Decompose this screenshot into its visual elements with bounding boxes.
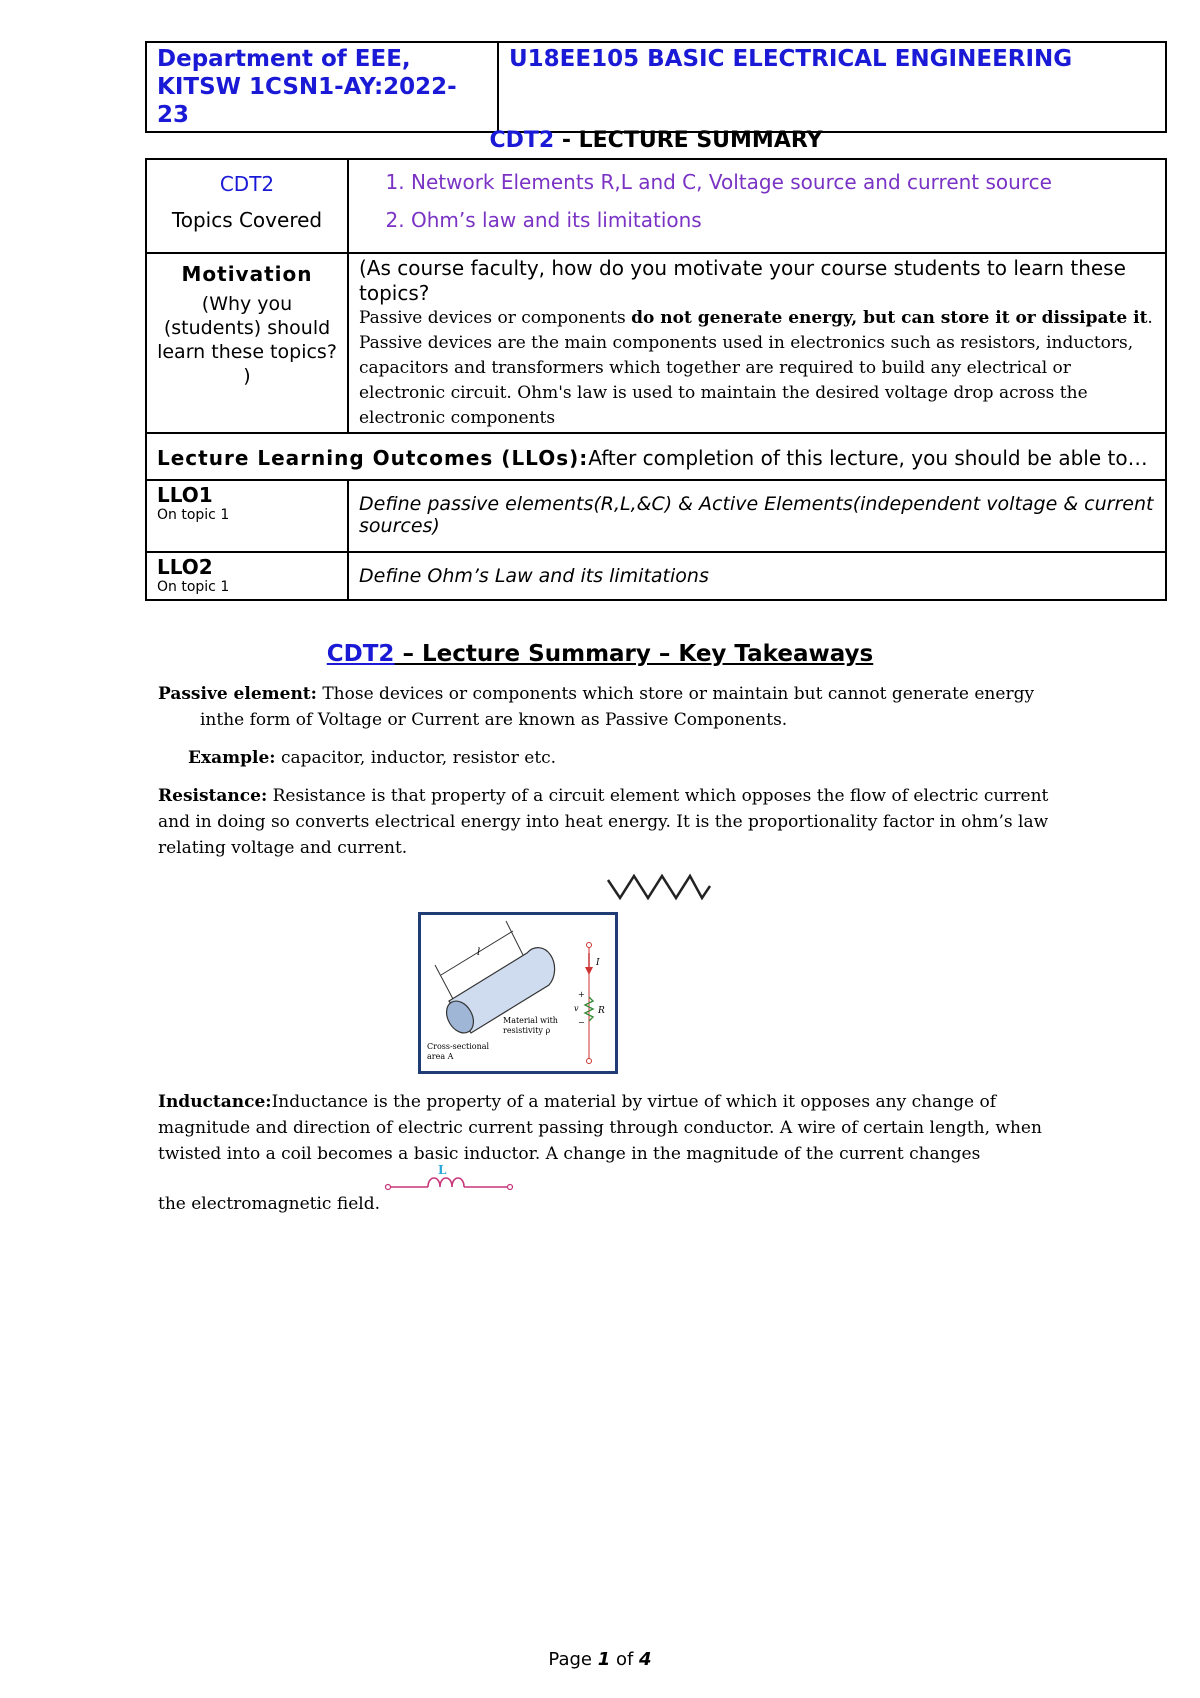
example-line [188,745,1088,771]
example-text: capacitor, inductor, resistor etc. [275,748,557,768]
motivation-cell [146,253,348,433]
topic-item: 2. Ohm’s law and its limitations [411,208,1155,232]
motivation-sub: (Why you (students) should learn these topics? ) [157,293,337,387]
motivation-line1-pre: Passive devices or components [359,308,632,328]
minus-label: − [578,1018,585,1027]
llo2-code: LLO2 [157,555,213,579]
takeaways-rest: – Lecture Summary – Key Takeaways [394,641,874,667]
takeaways-code-link[interactable]: CDT2 [326,641,395,667]
motivation-line1 [359,306,1157,331]
llo1-text: Define passive elements(R,L,&C) & Active Elements(independent voltage & current sources) [348,480,1166,552]
header-course: U18EE105 BASIC ELECTRICAL ENGINEERING [498,42,1166,132]
length-label: l [477,947,481,958]
material-label: Material with resistivity ρ [503,1016,558,1035]
llo1-code-cell [146,480,348,552]
summary-title-code: CDT2 [489,128,555,153]
llo-heading: Lecture Learning Outcomes (LLOs): [157,446,589,470]
llo-heading-cell [146,433,1166,480]
llo1-code: LLO1 [157,483,213,507]
topics-list [389,170,1155,232]
inductor-label: L [438,1163,447,1177]
motivation-line1-bold: do not generate energy, but can store it or dissipate it [631,308,1148,328]
motivation-body: Passive devices are the main components used in electronics such as resistors, inductors, capacitors and transformers which together are required to build any electrical or electronic circuit. Ohm's law is used to maintain the desired voltage drop across the electronic components [359,333,1134,428]
passive-label: Passive element: [158,684,317,704]
lecture-table [145,158,1167,601]
resistance-paragraph [158,783,1058,861]
r-label: R [598,1006,605,1016]
current-label: I [596,958,600,968]
llo1-topic: On topic 1 [157,507,230,523]
passive-paragraph [158,681,1058,707]
resistance-text: Resistance is that property of a circuit element which opposes the flow of electric current and in doing so converts electrical energy into heat energy. It is the proportionality factor in ohm’s law relating voltage and current. [158,786,1049,858]
inductance-label: Inductance: [158,1092,272,1112]
passive-text-2: inthe form of Voltage or Current are known as Passive Components. [200,710,788,730]
llo2-text: Define Ohm’s Law and its limitations [348,552,1166,600]
llo2-topic: On topic 1 [157,579,230,595]
current-arrowhead-icon [585,967,593,975]
motivation-text-cell [348,253,1166,433]
footer-page-word: Page [548,1649,598,1670]
terminal-top [587,943,592,948]
footer-page-number: 1 [597,1649,611,1670]
passive-text: Those devices or components which store or maintain but cannot generate energy [316,684,1035,704]
topics-cell [146,159,348,253]
motivation-line1-post: . [1147,308,1153,328]
v-label: v [574,1004,579,1013]
area-label: Cross-sectional area A [427,1042,490,1061]
takeaways-heading [0,641,1200,667]
llo2-code-cell [146,552,348,600]
topics-label: Topics Covered [171,208,323,232]
inductance-last-line: the electromagnetic field. [158,1194,380,1214]
header-dept: Department of EEE, KITSW 1CSN1-AY:2022-23 [146,42,498,132]
summary-title [145,128,1167,153]
motivation-heading: Motivation [181,262,313,286]
plus-label: + [578,990,585,999]
topic-item: 1. Network Elements R,L and C, Voltage source and current source [411,170,1155,194]
inductance-paragraph [158,1089,1068,1167]
inductance-text: Inductance is the property of a material by virtue of which it opposes any change of magnitude and direction of electric current passing through conductor. A wire of certain length, when twisted into a coil becomes a basic inductor. A change in the magnitude of the current changes [158,1092,1042,1164]
resistor-figure [418,912,618,1074]
resistor-cylinder-diagram [421,915,615,1071]
inductor-symbol-icon [384,1163,514,1197]
dim-line-right [506,921,523,955]
motivation-question: (As course faculty, how do you motivate your course students to learn these topics? [359,256,1126,305]
footer-of-word: of [610,1649,640,1670]
header-table [145,41,1167,133]
page-footer [0,1649,1200,1670]
footer-page-total: 4 [639,1649,652,1670]
resistance-label: Resistance: [158,786,268,806]
example-label: Example: [188,748,276,768]
summary-title-rest: - LECTURE SUMMARY [554,128,823,153]
terminal-bottom [587,1059,592,1064]
llo-intro: After completion of this lecture, you should be able to… [588,446,1148,470]
topics-code: CDT2 [219,172,275,196]
dim-line-left [435,965,453,999]
resistor-symbol-icon [606,870,716,904]
topics-list-cell [348,159,1166,253]
